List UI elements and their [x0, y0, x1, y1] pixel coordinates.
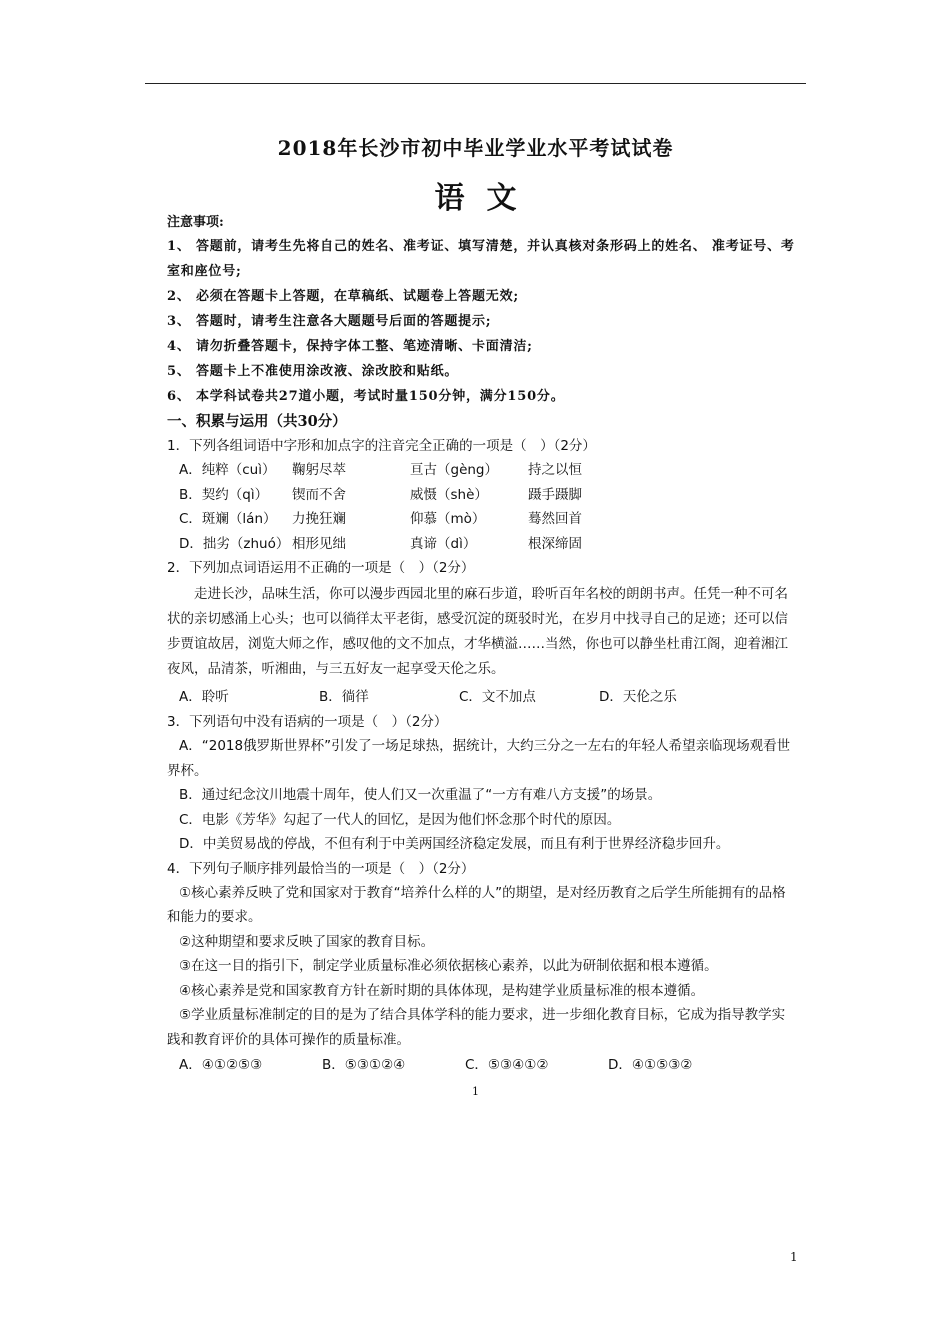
- option-cell: B．契约（qì）: [179, 486, 269, 503]
- question-4-sentence: ①核心素养反映了党和国家对于教育“培养什么样的人”的期望，是对经历教育之后学生所能拥有的品格和能力的要求。: [167, 884, 786, 925]
- option-cell: 力挽狂斓: [292, 511, 346, 527]
- notice-item: 1、 答题前，请考生先将自己的姓名、准考证、填写清楚，并认真核对条形码上的姓名、 准考证号、考室和座位号;: [167, 239, 795, 279]
- outer-page-number: 1: [790, 1250, 798, 1264]
- question-2-choices: [167, 684, 795, 710]
- option-cell: 蹑手蹑脚: [528, 486, 582, 503]
- subject-title: 语文: [434, 181, 539, 216]
- choice-c: C．文不加点: [459, 689, 536, 705]
- choice-d: D．④①⑤③②: [608, 1057, 693, 1073]
- notice-item: 6、 本学科试卷共27道小题，考试时量150分钟，满分150分。: [167, 389, 565, 404]
- choice-c: C．⑤③④①②: [465, 1057, 549, 1073]
- question-2-passage: 走进长沙，品味生活，你可以漫步西园北里的麻石步道，聆听百年名校的朗朗书声。任凭一种不可名状的亲切感涌上心头；也可以徜徉太平老街，感受沉淀的斑驳时光，在岁月中找寻自己的足迹；还可以信步贾谊故居，浏览大师之作，感叹他的文不加点，才华横溢……当然，你也可以静坐杜甫江阁，迎着湘江夜风，品清茶，听湘曲，与三五好友一起享受天伦之乐。: [167, 586, 788, 677]
- choice-d: D．天伦之乐: [599, 689, 677, 705]
- question-3-option-d: D．中美贸易战的停战，不但有利于中美两国经济稳定发展，而且有利于世界经济稳步回升。: [179, 836, 730, 852]
- question-3-option-a: A．“2018俄罗斯世界杯”引发了一场足球热，据统计，大约三分之一左右的年轻人希望亲临现场观看世界杯。: [167, 738, 791, 779]
- question-4-stem: 4．下列句子顺序排列最恰当的一项是（ ）（2分）: [167, 860, 475, 877]
- question-2-stem: 2．下列加点词语运用不正确的一项是（ ）（2分）: [167, 560, 475, 576]
- choice-a: A．④①②⑤③: [179, 1057, 263, 1073]
- option-cell: 根深缔固: [528, 535, 582, 552]
- notice-heading: 注意事项:: [167, 215, 224, 230]
- question-1-option-row: [167, 483, 795, 508]
- question-1-option-row: [167, 507, 795, 532]
- option-cell: 持之以恒: [528, 462, 582, 478]
- question-1-option-row: [167, 532, 795, 557]
- question-4-sentence: ③在这一目的指引下，制定学业质量标准必须依据核心素养，以此为研制依据和根本遵循。: [179, 958, 718, 974]
- question-1-option-row: [167, 458, 795, 483]
- option-cell: 鞠躬尽萃: [292, 462, 346, 478]
- option-cell: 亘古（gèng）: [410, 462, 499, 478]
- question-4-sentence: ④核心素养是党和国家教育方针在新时期的具体体现，是构建学业质量标准的根本遵循。: [179, 982, 705, 999]
- choice-b: B．⑤③①②④: [322, 1057, 406, 1073]
- option-cell: 威慑（shè）: [410, 486, 488, 503]
- question-4-sentence: ⑤学业质量标准制定的目的是为了结合具体学科的能力要求，进一步细化教育目标，它成为指导教学实践和教育评价的具体可操作的质量标准。: [167, 1007, 786, 1048]
- question-4-choices: [167, 1052, 795, 1078]
- option-cell: 仰慕（mò）: [410, 511, 486, 527]
- option-cell: 蓦然回首: [528, 511, 582, 527]
- question-3-option-c: C．电影《芳华》勾起了一代人的回忆，是因为他们怀念那个时代的原因。: [179, 811, 621, 828]
- question-1-stem: 1．下列各组词语中字形和加点字的注音完全正确的一项是（ ）（2分）: [167, 438, 596, 454]
- option-cell: 真谛（dì）: [410, 535, 477, 552]
- notice-item: 5、 答题卡上不准使用涂改液、涂改胶和贴纸。: [167, 364, 459, 379]
- option-cell: D．拙劣（zhuó）: [179, 535, 290, 552]
- option-cell: C．斑斓（lán）: [179, 511, 277, 527]
- inner-page-number: 1: [472, 1085, 479, 1098]
- choice-b: B．徜徉: [319, 689, 369, 705]
- notice-item: 2、 必须在答题卡上答题，在草稿纸、试题卷上答题无效;: [167, 289, 519, 304]
- option-cell: 相形见绌: [292, 535, 346, 552]
- choice-a: A．聆听: [179, 689, 229, 705]
- question-3-stem: 3．下列语句中没有语病的一项是（ ）（2分）: [167, 714, 448, 730]
- question-4-sentence: ②这种期望和要求反映了国家的教育目标。: [179, 933, 435, 950]
- option-cell: 锲而不舍: [292, 486, 346, 503]
- option-cell: A．纯粹（cuì）: [179, 462, 276, 478]
- question-3-option-b: B．通过纪念汶川地震十周年，使人们又一次重温了“一方有难八方支援”的场景。: [179, 787, 662, 803]
- top-rule: [145, 83, 806, 84]
- exam-title: 2018年长沙市初中毕业学业水平考试试卷: [277, 136, 674, 160]
- notice-item: 3、 答题时，请考生注意各大题题号后面的答题提示;: [167, 314, 492, 329]
- section-heading: 一、积累与运用（共30分）: [167, 413, 347, 430]
- exam-content: [167, 212, 795, 1078]
- notice-item: 4、 请勿折叠答题卡，保持字体工整、笔迹清晰、卡面清洁;: [167, 339, 533, 354]
